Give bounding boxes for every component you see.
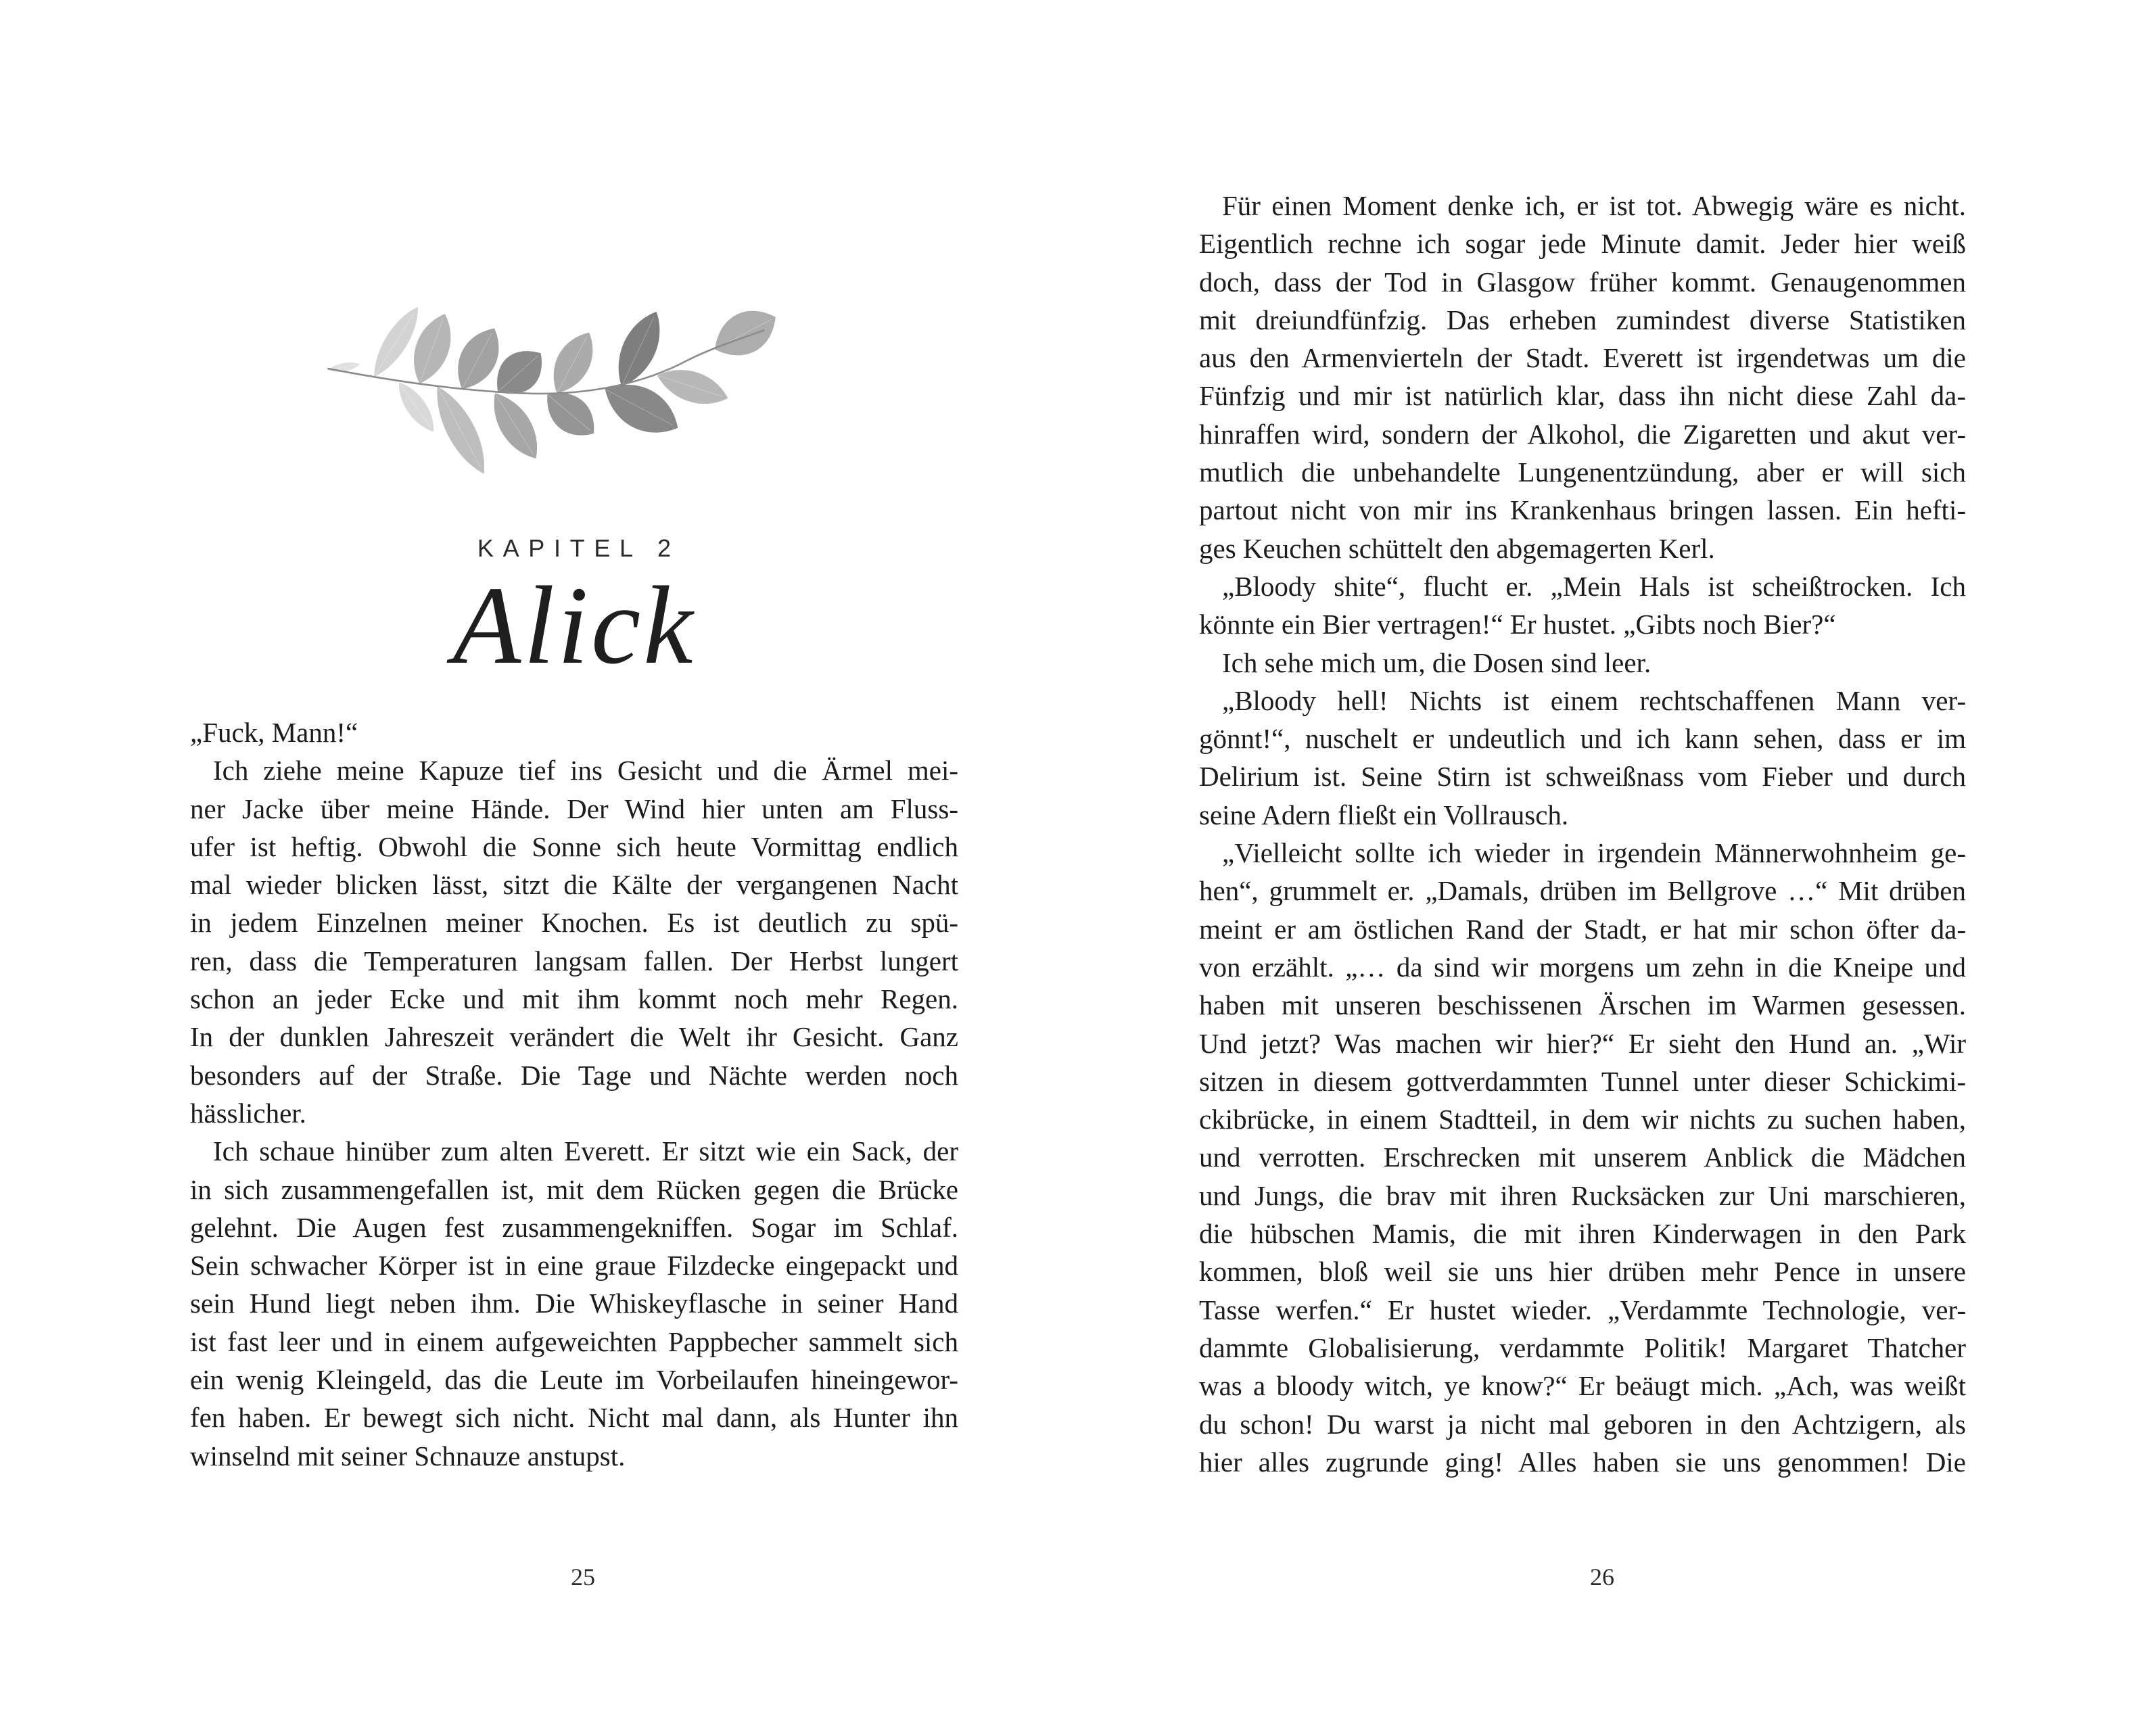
- text-line: besonders auf der Straße. Die Tage und Nächte werden noch: [190, 1059, 958, 1091]
- text-line: „Bloody hell! Nichts ist einem rechtschaffenen Mann ver-: [1222, 684, 1966, 716]
- leaf: [536, 381, 605, 447]
- text-line: dammte Globalisierung, verdammte Politik! Margaret Thatcher: [1199, 1332, 1966, 1363]
- text-line: sitzen in diesem gottverdammten Tunnel unter dieser Schickimi-: [1199, 1065, 1966, 1097]
- text-line: seine Adern fließt ein Vollrausch.: [1199, 799, 1569, 830]
- text-line: ckibrücke, in einem Stadtteil, in dem wir nichts zu suchen haben,: [1199, 1104, 1966, 1135]
- text-line: hier alles zugrunde ging! Alles haben sie uns genommen! Die: [1199, 1446, 1966, 1478]
- paragraph: [1199, 187, 1966, 567]
- text-line: die hübschen Mamis, die mit ihren Kinderwagen in den Park: [1199, 1218, 1966, 1250]
- text-line: mal wieder blicken lässt, sitzt die Kälte der vergangenen Nacht: [190, 869, 958, 901]
- text-line: kommen, bloß weil sie uns hier drüben mehr Pence in unsere: [1199, 1256, 1966, 1288]
- text-line: was a bloody witch, ye know?“ Er beäugt mich. „Ach, was weißt: [1199, 1370, 1966, 1402]
- right-page: [1078, 0, 2156, 1717]
- chapter-label: KAPITEL 2: [477, 534, 680, 562]
- body-text: [1199, 187, 1966, 1481]
- text-line: Ich ziehe meine Kapuze tief ins Gesicht und die Ärmel mei-: [213, 755, 958, 786]
- text-line: du schon! Du warst ja nicht mal geboren in den Achtzigern, als: [1199, 1408, 1966, 1440]
- paragraph: [190, 1132, 958, 1475]
- text-line: meint er am östlichen Rand der Stadt, er hat mir schon öfter da-: [1199, 913, 1966, 945]
- leaf: [425, 380, 496, 480]
- text-line: Delirium ist. Seine Stirn ist schweißnass vom Fieber und durch: [1199, 761, 1966, 793]
- text-line: Tasse werfen.“ Er hustet wieder. „Verdammte Technologie, ver-: [1199, 1294, 1966, 1325]
- text-line: „Vielleicht sollte ich wieder in irgendein Männerwohnheim ge-: [1222, 837, 1966, 869]
- paragraph: [1199, 644, 1966, 682]
- body-text: [190, 713, 958, 1475]
- text-line: Eigentlich rechne ich sogar jede Minute damit. Jeder hier weiß: [1199, 228, 1966, 260]
- text-line: Für einen Moment denke ich, er ist tot. Abwegig wäre es nicht.: [1222, 190, 1966, 221]
- text-line: „Fuck, Mann!“: [190, 717, 358, 748]
- text-line: ner Jacke über meine Hände. Der Wind hier unten am Fluss-: [190, 793, 958, 824]
- text-line: Fünfzig und mir ist natürlich klar, dass ihn nicht diese Zahl da-: [1199, 380, 1966, 412]
- text-line: ist fast leer und in einem aufgeweichten Pappbecher sammelt sich: [190, 1325, 958, 1357]
- text-line: ufer ist heftig. Obwohl die Sonne sich heute Vormittag endlich: [190, 830, 958, 862]
- text-line: und verrotten. Erschrecken mit unserem Anblick die Mädchen: [1199, 1142, 1966, 1173]
- text-line: in jedem Einzelnen meiner Knochen. Es ist deutlich zu spü-: [190, 907, 958, 939]
- text-line: doch, dass der Tod in Glasgow früher kommt. Genaugenommen: [1199, 266, 1966, 298]
- text-line: ren, dass die Temperaturen langsam fallen. Der Herbst lungert: [190, 945, 958, 977]
- text-line: ges Keuchen schüttelt den abgemagerten Kerl.: [1199, 532, 1715, 564]
- text-line: Und jetzt? Was machen wir hier?“ Er sieht den Hund an. „Wir: [1199, 1027, 1966, 1059]
- text-line: könnte ein Bier vertragen!“ Er hustet. „Gibts noch Bier?“: [1199, 609, 1836, 640]
- text-line: gönnt!“, nuschelt er undeutlich und ich kann sehen, dass er im: [1199, 723, 1966, 755]
- text-line: In der dunklen Jahreszeit verändert die Welt ihr Gesicht. Ganz: [190, 1021, 958, 1053]
- text-line: ein wenig Kleingeld, das die Leute im Vorbeilaufen hineingewor-: [190, 1364, 958, 1396]
- text-line: aus den Armenvierteln der Stadt. Everett ist irgendetwas um die: [1199, 342, 1966, 374]
- text-line: mutlich die unbehandelte Lungenentzündung, aber er will sich: [1199, 456, 1966, 488]
- text-line: gelehnt. Die Augen fest zusammengekniffen. Sogar im Schlaf.: [190, 1211, 958, 1243]
- page-number: 25: [571, 1563, 595, 1591]
- chapter-title: Alick: [452, 563, 696, 687]
- text-line: Ich sehe mich um, die Dosen sind leer.: [1222, 646, 1651, 678]
- text-line: in sich zusammengefallen ist, mit dem Rücken gegen die Brücke: [190, 1173, 958, 1205]
- paragraph: [1199, 682, 1966, 834]
- leaf: [705, 299, 785, 367]
- text-line: mit dreiundfünfzig. Das erheben zumindest diverse Statistiken: [1199, 304, 1966, 335]
- paragraph: [190, 751, 958, 1132]
- text-line: „Bloody shite“, flucht er. „Mein Hals ist scheißtrocken. Ich: [1222, 570, 1966, 602]
- text-line: und Jungs, die brav mit ihren Rucksäcken zur Uni marschieren,: [1199, 1179, 1966, 1211]
- text-line: schon an jeder Ecke und mit ihm kommt noch mehr Regen.: [190, 983, 958, 1015]
- text-line: Ich schaue hinüber zum alten Everett. Er sitzt wie ein Sack, der: [213, 1135, 958, 1167]
- leaf-branch-illustration: [317, 289, 791, 495]
- text-line: hen“, grummelt er. „Damals, drüben im Bellgrove …“ Mit drüben: [1199, 875, 1966, 907]
- paragraph: [190, 713, 958, 751]
- text-line: von erzählt. „… da sind wir morgens um zehn in die Kneipe und: [1199, 951, 1966, 983]
- page-number: 26: [1590, 1563, 1614, 1591]
- text-line: Sein schwacher Körper ist in eine graue Filzdecke eingepackt und: [190, 1250, 958, 1281]
- text-line: partout nicht von mir ins Krankenhaus bringen lassen. Ein hefti-: [1199, 494, 1966, 526]
- text-line: hässlicher.: [190, 1097, 306, 1129]
- paragraph: [1199, 834, 1966, 1481]
- text-line: sein Hund liegt neben ihm. Die Whiskeyflasche in seiner Hand: [190, 1288, 958, 1319]
- text-line: hinraffen wird, sondern der Alkohol, die Zigaretten und akut ver-: [1199, 418, 1966, 450]
- text-line: winselnd mit seiner Schnauze anstupst.: [190, 1440, 626, 1472]
- text-line: haben mit unseren beschissenen Ärschen im Warmen gesessen.: [1199, 989, 1966, 1021]
- leaf: [482, 385, 548, 467]
- text-line: fen haben. Er bewegt sich nicht. Nicht mal dann, als Hunter ihn: [190, 1402, 958, 1434]
- paragraph: [1199, 567, 1966, 644]
